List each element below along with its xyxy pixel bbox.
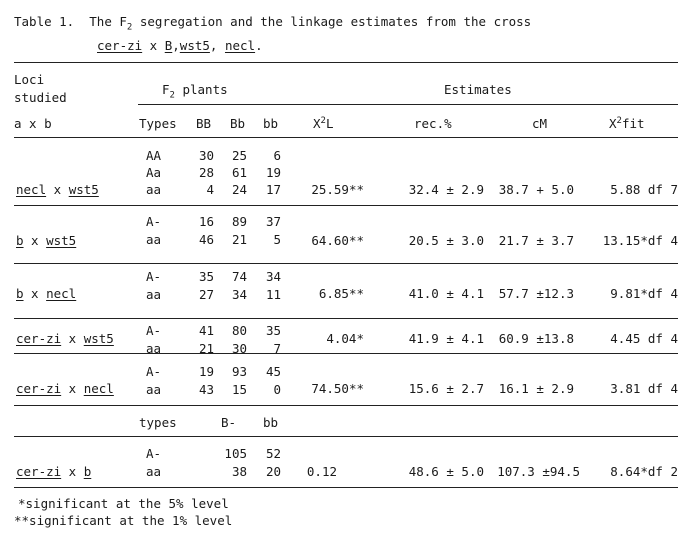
count-Bb: 61: [231, 165, 247, 180]
loci-part: x: [61, 464, 84, 479]
cm-value: 107.3 ±94.5: [497, 464, 580, 479]
f2-subscript: 2: [169, 90, 175, 101]
x2l-value: 64.60**: [311, 233, 364, 248]
x2fit-value: 5.88 df 7: [610, 182, 678, 197]
count-Bminus: 38: [231, 464, 247, 479]
footnote-5pct: *significant at the 5% level: [18, 496, 229, 511]
subheader-bminus: B-: [221, 415, 237, 430]
x2l-value: 25.59**: [311, 182, 364, 197]
genotype-type: A-: [146, 214, 162, 229]
title-line2-part: necl: [224, 38, 256, 53]
count-BB: 19: [198, 364, 214, 379]
title-line2-part: B: [164, 38, 173, 53]
count-BB: 4: [206, 182, 214, 197]
subheader-types: types: [139, 415, 177, 430]
title-line2-part: ,: [172, 38, 180, 53]
count-BB: 35: [198, 269, 214, 284]
count-BB: 27: [198, 287, 214, 302]
title-line2-part: x: [142, 38, 165, 53]
loci-part: x: [23, 286, 47, 301]
genotype-type: Aa: [146, 165, 162, 180]
rule-row-5: [14, 405, 678, 406]
count-Bb: 74: [231, 269, 247, 284]
loci-part: wst5: [68, 182, 99, 197]
cm-value: 21.7 ± 3.7: [498, 233, 574, 248]
count-bb: 45: [265, 364, 281, 379]
title-line-2: [97, 38, 263, 53]
count-BB: 46: [198, 232, 214, 247]
count-bb: 7: [273, 341, 281, 356]
count-bb: 20: [265, 464, 281, 479]
loci-pair: [16, 182, 99, 197]
count-bb: 52: [265, 446, 281, 461]
x2l-value: 0.12: [306, 464, 337, 479]
title-subscript: 2: [126, 22, 133, 33]
count-BB: 43: [198, 382, 214, 397]
count-bb: 19: [265, 165, 281, 180]
count-Bminus: 105: [224, 446, 247, 461]
header-rec: rec.%: [414, 116, 452, 131]
rule-row-4: [14, 353, 678, 354]
count-BB: 30: [198, 148, 214, 163]
loci-pair: [16, 381, 114, 396]
x2fit-letter: X: [609, 116, 617, 131]
genotype-type: aa: [146, 382, 162, 397]
header-estimates: Estimates: [444, 82, 512, 97]
loci-part: necl: [46, 286, 77, 301]
loci-part: necl: [16, 182, 47, 197]
genotype-type: aa: [146, 464, 162, 479]
header-bb2: Bb: [230, 116, 246, 131]
count-bb: 0: [273, 382, 281, 397]
header-x2fit: [609, 116, 645, 131]
count-bb: 5: [273, 232, 281, 247]
count-Bb: 93: [231, 364, 247, 379]
count-bb: 37: [265, 214, 281, 229]
x2fit-value: 9.81*df 4: [610, 286, 678, 301]
genotype-type: A-: [146, 269, 162, 284]
loci-part: cer-zi: [16, 331, 62, 346]
count-bb: 34: [265, 269, 281, 284]
x2fit-superscript: 2: [616, 115, 622, 126]
table-label: Table 1.: [14, 14, 75, 29]
f2-plants-text: plants: [174, 82, 228, 97]
genotype-type: aa: [146, 232, 162, 247]
genotype-type: A-: [146, 364, 162, 379]
cm-value: 57.7 ±12.3: [498, 286, 574, 301]
table-title: [14, 14, 532, 33]
count-Bb: 15: [231, 382, 247, 397]
header-f2-plants: [162, 82, 228, 101]
header-bb3: bb: [263, 116, 279, 131]
count-Bb: 80: [231, 323, 247, 338]
loci-part: cer-zi: [16, 381, 62, 396]
x2l-superscript: 2: [320, 115, 326, 126]
title-line2-part: wst5: [179, 38, 210, 53]
x2fit-value: 4.45 df 4: [610, 331, 678, 346]
x2l-value: 4.04*: [326, 331, 364, 346]
count-Bb: 21: [231, 232, 247, 247]
count-BB: 41: [198, 323, 214, 338]
loci-part: x: [61, 381, 84, 396]
count-bb: 17: [265, 182, 281, 197]
x2fit-value: 8.64*df 2: [610, 464, 678, 479]
x2l-letter: X: [313, 116, 321, 131]
genotype-type: AA: [146, 148, 162, 163]
title-text-a: The F: [89, 14, 127, 29]
count-BB: 21: [198, 341, 214, 356]
genotype-type: A-: [146, 323, 162, 338]
x2fit-value: 3.81 df 4: [610, 381, 678, 396]
x2fit-text: fit: [621, 116, 645, 131]
loci-part: b: [83, 464, 92, 479]
header-axb: a x b: [14, 116, 52, 131]
loci-part: b: [16, 286, 24, 301]
genotype-type: aa: [146, 182, 162, 197]
loci-part: wst5: [46, 233, 77, 248]
count-Bb: 89: [231, 214, 247, 229]
genotype-type: A-: [146, 446, 162, 461]
count-Bb: 25: [231, 148, 247, 163]
rule-row-3: [14, 318, 678, 319]
rule-subheader: [14, 436, 678, 437]
title-line2-part: .: [255, 38, 263, 53]
count-Bb: 34: [231, 287, 247, 302]
rec-value: 48.6 ± 5.0: [408, 464, 484, 479]
rec-value: 15.6 ± 2.7: [408, 381, 484, 396]
loci-part: x: [46, 182, 69, 197]
rule-top: [14, 62, 678, 63]
count-BB: 16: [198, 214, 214, 229]
loci-pair: [16, 286, 76, 301]
rule-row-2: [14, 263, 678, 264]
loci-part: necl: [83, 381, 114, 396]
title-line2-part: cer-zi: [97, 38, 143, 53]
rec-value: 41.0 ± 4.1: [408, 286, 484, 301]
x2l-value: 74.50**: [311, 381, 364, 396]
cm-value: 60.9 ±13.8: [498, 331, 574, 346]
rec-value: 32.4 ± 2.9: [408, 182, 484, 197]
loci-pair: [16, 464, 91, 479]
x2l-value: 6.85**: [318, 286, 364, 301]
rule-header: [138, 104, 678, 105]
count-Bb: 30: [231, 341, 247, 356]
loci-part: cer-zi: [16, 464, 62, 479]
f2-letter: F: [162, 82, 170, 97]
count-Bb: 24: [231, 182, 247, 197]
header-x2l: [313, 116, 333, 131]
header-loci-1: Loci: [14, 72, 45, 87]
title-text-b: segregation and the linkage estimates from the cross: [132, 14, 532, 29]
rule-below-header: [14, 137, 678, 138]
rule-row-1: [14, 205, 678, 206]
rec-value: 41.9 ± 4.1: [408, 331, 484, 346]
loci-part: x: [23, 233, 47, 248]
count-bb: 35: [265, 323, 281, 338]
footnote-1pct: **significant at the 1% level: [14, 513, 233, 528]
loci-pair: [16, 331, 114, 346]
count-BB: 28: [198, 165, 214, 180]
header-cm: cM: [532, 116, 548, 131]
count-bb: 6: [273, 148, 281, 163]
count-bb: 11: [265, 287, 281, 302]
header-loci-2: studied: [14, 90, 67, 105]
cm-value: 38.7 + 5.0: [498, 182, 574, 197]
rule-bottom: [14, 487, 678, 488]
cm-value: 16.1 ± 2.9: [498, 381, 574, 396]
rec-value: 20.5 ± 3.0: [408, 233, 484, 248]
loci-part: wst5: [83, 331, 114, 346]
header-types: Types: [139, 116, 177, 131]
genotype-type: aa: [146, 287, 162, 302]
header-bb1: BB: [196, 116, 212, 131]
x2fit-value: 13.15*df 4: [602, 233, 678, 248]
x2l-subscript-L: L: [325, 116, 334, 131]
loci-part: x: [61, 331, 84, 346]
title-line2-part: ,: [209, 38, 225, 53]
loci-pair: [16, 233, 76, 248]
loci-part: b: [16, 233, 24, 248]
subheader-bb: bb: [263, 415, 279, 430]
genotype-type: aa: [146, 341, 162, 356]
